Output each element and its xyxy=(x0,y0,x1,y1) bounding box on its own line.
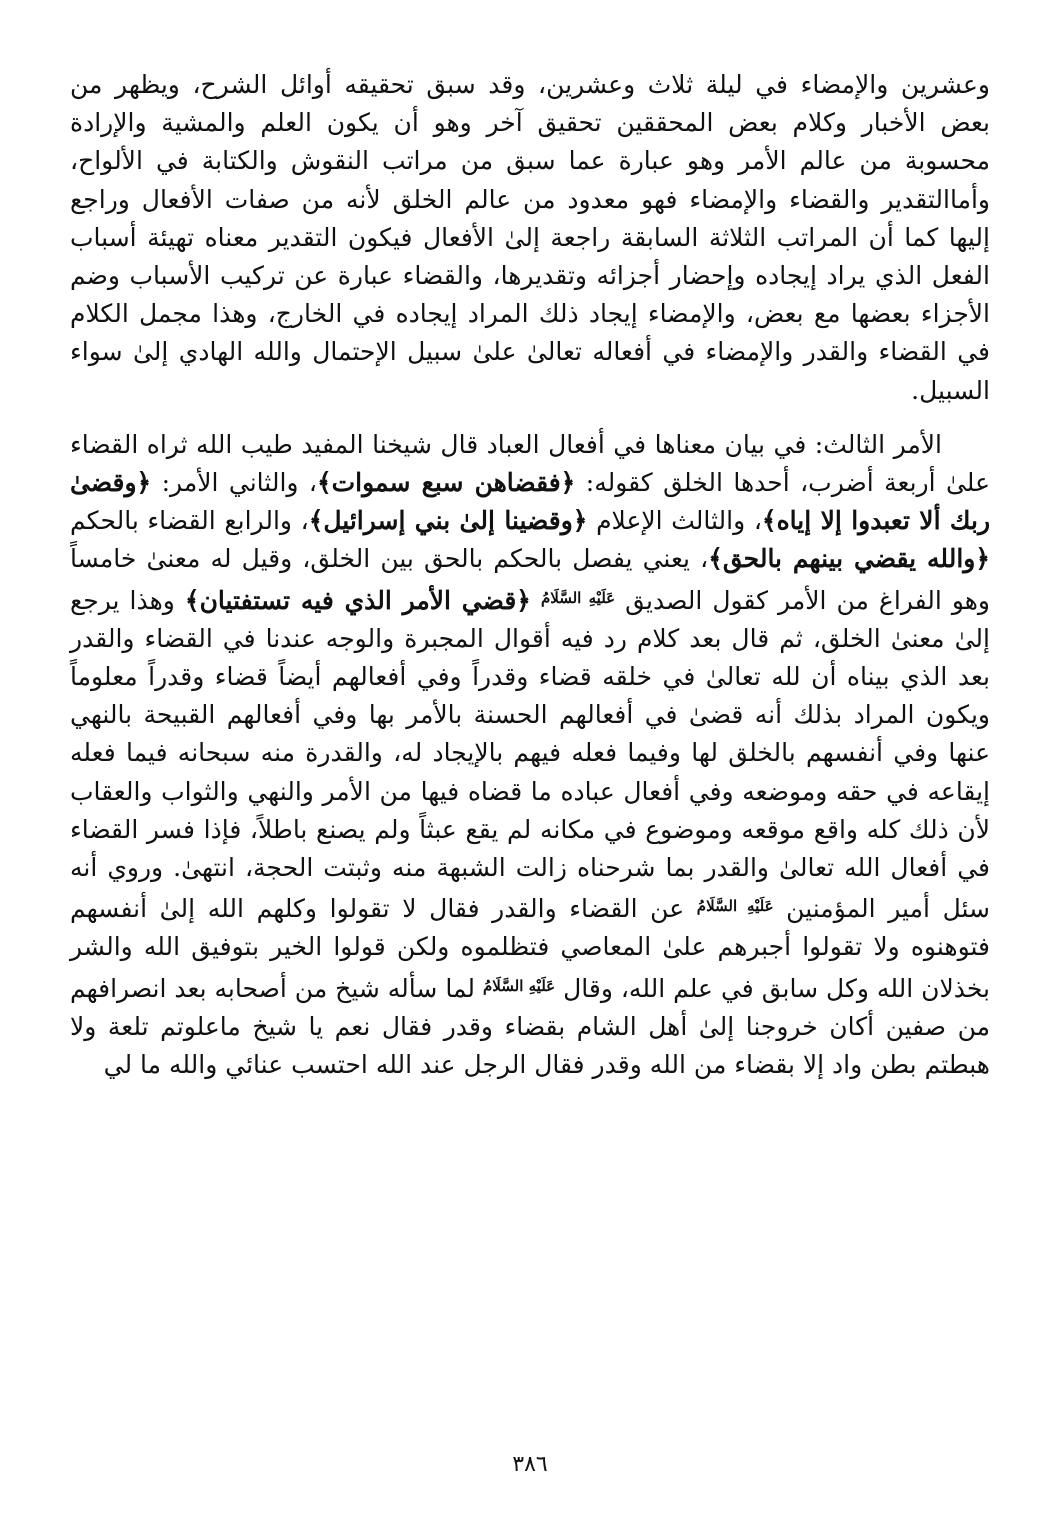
quran-verse: ﴿وقضينا إلىٰ بني إسرائيل﴾ xyxy=(308,506,588,536)
page-body xyxy=(70,66,990,1084)
quran-verse: ﴿والله يقضي بينهم بالحق﴾ xyxy=(708,544,990,574)
quran-verse: ﴿وقضىٰ ربك ألا تعبدوا إلا إياه﴾ xyxy=(70,468,991,536)
text-segment xyxy=(531,586,541,615)
text-segment: عن القضاء والقدر فقال لا تقولوا وكلهم الله إلىٰ أنفسهم فتوهنوه ولا تقولوا أجبرهم علىٰ المعاصي فتظلموه ولكن قولوا الخير بتوفيق الله والشر بخذلان الله وكل سابق في علم الله، وقال xyxy=(70,894,990,1003)
text-segment: وهذا يرجع إلىٰ معنىٰ الخلق، ثم قال بعد كلام رد فيه أقوال المجبرة والوجه عندنا في القضاء والقدر بعد الذي بيناه أن لله تعالىٰ في خلقه قضاء وقدراً وفي أفعالهم أيضاً قضاء وقدراً معلوماً ويكون المراد بذلك أنه قضىٰ في أفعالهم الحسنة بالأمر بها وفي أفعالهم القبيحة بالنهي عنها وفي أنفسهم بالخلق لها وفيما فعله فيهم بالإيجاد له، والقدرة منه سبحانه فيما فعله إيقاعه في حقه وموضعه وفي أفعال عباده ما قضاه فيها من الأمر والنهي والثواب والعقاب لأن ذلك كله واقع موقعه وموضوع في مكانه لم يقع عبثاً ولم يصنع باطلاً، فإذا فسر القضاء في أفعال الله تعالىٰ والقدر بما شرحناه زالت الشبهة منه وثبتت الحجة، انتهىٰ. وروي أنه سئل أمير المؤمنين xyxy=(70,585,990,924)
text-segment: ، والرابع القضاء بالحكم xyxy=(70,506,309,536)
quran-verse: ﴿قضي الأمر الذي فيه تستفتيان﴾ xyxy=(184,585,531,615)
text-segment: الأمر الثالث: في بيان معناها في أفعال العباد قال شيخنا المفيد طيب الله ثراه القضاء علىٰ أربعة أضرب، أحدها الخلق كقوله: xyxy=(70,429,991,498)
honorific-symbol: عَلَيْهِ السَّلَامُ xyxy=(696,897,774,916)
quran-verse: ﴿فقضاهن سبع سموات﴾ xyxy=(316,468,576,498)
honorific-symbol: عَلَيْهِ السَّلَامُ xyxy=(540,588,616,607)
text-segment: ، والثالث الإعلام xyxy=(587,506,762,536)
page-number: ٣٨٦ xyxy=(512,1452,548,1477)
paragraph-1: وعشرين والإمضاء في ليلة ثلاث وعشرين، وقد سبق تحقيقه أوائل الشرح، ويظهر من بعض الأخبار وكلام بعض المحققين تحقيق آخر وهو أن يكون العلم والمشية والإرادة محسوبة من عالم الأمر وهو عبارة عما سبق من مراتب النقوش والكتابة في الألواح، وأماالتقدير والقضاء والإمضاء فهو معدود من عالم الخلق لأنه من صفات الأفعال وراجع إليها كما أن المراتب الثلاثة السابقة راجعة إلىٰ الأفعال فيكون التقدير معناه تهيئة أسباب الفعل الذي يراد إيجاده وإحضار أجزائه وتقديرها، والقضاء عبارة عن تركيب الأسباب وضم الأجزاء بعضها مع بعض، والإمضاء إيجاد ذلك المراد إيجاده في الخارج، وهذا مجمل الكلام في القضاء والقدر والإمضاء في أفعاله تعالىٰ علىٰ سبيل الإحتمال والله الهادي إلىٰ سواء السبيل. xyxy=(70,70,990,405)
text-segment: ، والثاني الأمر: xyxy=(151,468,317,498)
paragraph-2 xyxy=(70,426,990,1084)
honorific-symbol: عَلَيْهِ السَّلَامُ xyxy=(483,976,556,995)
text-segment: ، يعني يفصل بالحكم بالحق بين الخلق، وقيل له معنىٰ خامساً وهو الفراغ من الأمر كقول الصديق xyxy=(70,544,990,615)
text-segment: لما سأله شيخ من أصحابه بعد انصرافهم من صفين أكان خروجنا إلىٰ أهل الشام بقضاء وقدر فقال نعم يا شيخ ماعلوتم تلعة ولا هبطتم بطن واد إلا بقضاء من الله وقدر فقال الرجل عند الله احتسب عنائي والله ما لي xyxy=(70,973,990,1080)
